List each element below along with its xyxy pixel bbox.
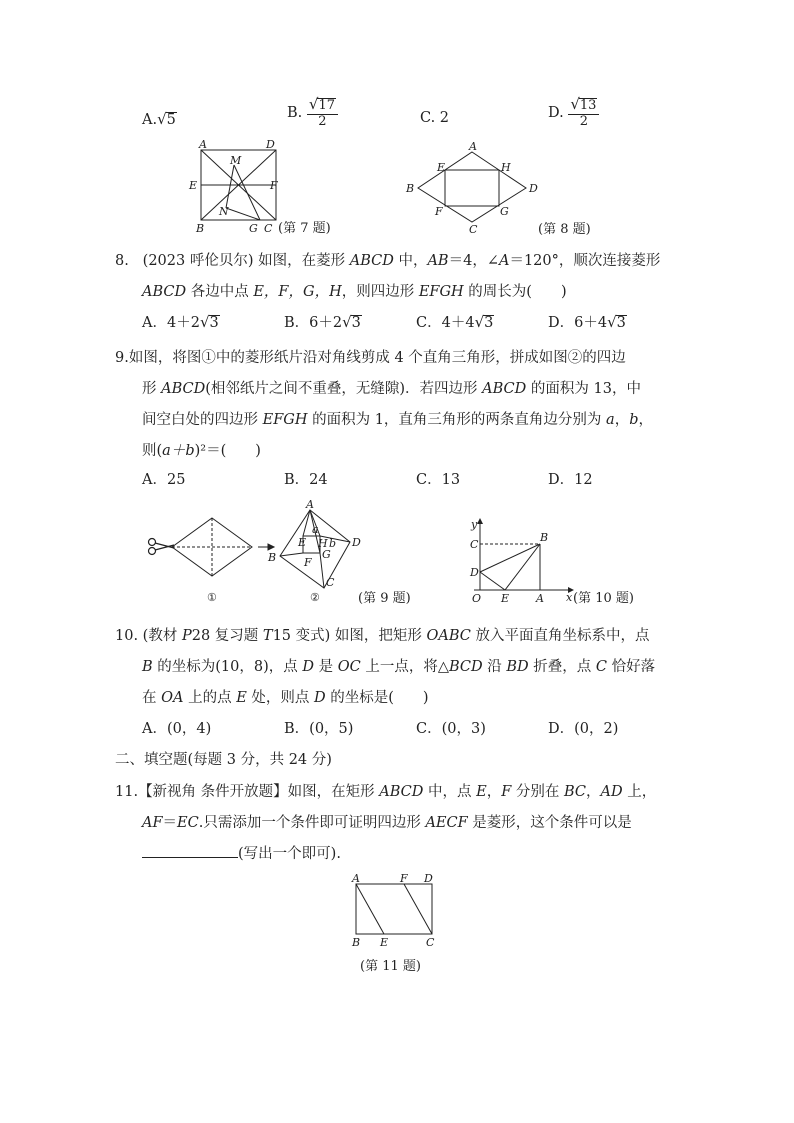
fig9-label-h: H xyxy=(318,537,328,550)
fig9-label-a: A xyxy=(306,498,314,511)
figure-9 xyxy=(140,496,430,612)
fig9-label-b: B xyxy=(268,551,277,564)
q10-line-1: 10. (教材 P28 复习题 T15 变式) 如图，把矩形 OABC 放入平面直角坐标系中，点 xyxy=(115,628,650,644)
q9-line-1: 9.如图，将图①中的菱形纸片沿对角线剪成 4 个直角三角形，拼成如图②的四边 xyxy=(115,350,626,366)
fig10-caption: (第 10 题) xyxy=(573,591,634,606)
fig10-label-b: B xyxy=(540,531,549,544)
fig9-label-c: C xyxy=(326,576,335,589)
figure-11 xyxy=(346,870,446,980)
fig10-label-c: C xyxy=(470,538,479,551)
q7-option-c: C. 2 xyxy=(420,110,450,126)
q8-option-b: B．6＋2√3 xyxy=(284,313,361,331)
q7-option-d: D. $\frac{√13}{2}$ xyxy=(548,96,599,130)
q11-line-2: AF＝EC.只需添加一个条件即可证明四边形 AECF 是菱形，这个条件可以是 xyxy=(142,815,632,831)
q10-option-b: B．(0，5) xyxy=(284,721,354,737)
fig8-label-c: C xyxy=(469,223,478,236)
fig10-label-e: E xyxy=(501,592,510,605)
q7-option-a: A.√5 xyxy=(142,110,176,128)
fig10-label-y: y xyxy=(471,518,478,531)
fig11-label-d: D xyxy=(424,872,433,885)
q8-line-1: 8. (2023 呼伦贝尔) 如图，在菱形 ABCD 中，AB＝4，∠A＝120°，顺次连接菱形 xyxy=(115,253,661,269)
fig11-label-e: E xyxy=(380,936,389,949)
q9-line-3: 间空白处的四边形 EFGH 的面积为 1，直角三角形的两条直角边分别为 a，b， xyxy=(142,412,653,428)
q10-option-a: A．(0，4) xyxy=(142,721,212,737)
fig9-label-small-b: b xyxy=(329,537,337,550)
fig7-label-m: M xyxy=(230,154,242,167)
fig7-label-f: F xyxy=(270,179,278,192)
q9-option-d: D．12 xyxy=(548,472,593,488)
fig10-label-d: D xyxy=(470,566,479,579)
q8-option-c: C．4＋4√3 xyxy=(416,313,494,331)
fig9-label-2: ② xyxy=(310,591,320,604)
fig11-label-f: F xyxy=(400,872,408,885)
fig9-label-1: ① xyxy=(207,591,217,604)
q10-option-d: D．(0，2) xyxy=(548,721,619,737)
fig8-label-d: D xyxy=(529,182,538,195)
q9-option-b: B．24 xyxy=(284,472,328,488)
q9-option-c: C．13 xyxy=(416,472,461,488)
section-2-title: 二、填空题(每题 3 分，共 24 分) xyxy=(115,752,332,768)
fig11-label-c: C xyxy=(426,936,435,949)
fig7-label-b: B xyxy=(196,222,205,235)
q11-answer-blank[interactable] xyxy=(142,843,238,858)
fig9-label-g: G xyxy=(322,548,331,561)
fig9-label-e: E xyxy=(298,536,307,549)
fig11-caption: (第 11 题) xyxy=(360,959,421,974)
q9-option-a: A．25 xyxy=(142,472,186,488)
fig8-label-f: F xyxy=(435,205,443,218)
q8-option-d: D．6＋4√3 xyxy=(548,313,626,331)
fig7-label-a: A xyxy=(199,138,207,151)
fig8-label-a: A xyxy=(469,140,477,153)
q9-line-4: 则(a＋b)²＝( ) xyxy=(142,443,261,459)
q9-line-2: 形 ABCD(相邻纸片之间不重叠，无缝隙)．若四边形 ABCD 的面积为 13，中 xyxy=(142,381,641,397)
fig10-label-o: O xyxy=(472,592,482,605)
q11-line-1: 11.【新视角 条件开放题】如图，在矩形 ABCD 中，点 E，F 分别在 BC，AD 上， xyxy=(115,784,657,800)
fig7-caption: (第 7 题) xyxy=(278,221,331,236)
fig7-label-g: G xyxy=(249,222,258,235)
figure-10 xyxy=(460,512,680,612)
q8-option-a: A．4＋2√3 xyxy=(142,313,219,331)
fig9-label-d: D xyxy=(352,536,361,549)
fig10-label-a: A xyxy=(536,592,544,605)
fig9-caption: (第 9 题) xyxy=(358,591,411,606)
q10-line-2: B 的坐标为(10，8)，点 D 是 OC 上一点，将△BCD 沿 BD 折叠，点 C 恰好落 xyxy=(142,659,656,675)
fig8-label-e: E xyxy=(437,161,446,174)
q7-option-b: B. $\frac{√17}{2}$ xyxy=(287,96,338,130)
fig7-label-e: E xyxy=(189,179,198,192)
fig7-label-d: D xyxy=(266,138,275,151)
q10-option-c: C．(0，3) xyxy=(416,721,486,737)
q11-line-3: (写出一个即可). xyxy=(142,842,341,863)
fig11-label-b: B xyxy=(352,936,361,949)
fig8-label-b: B xyxy=(406,182,415,195)
scissors-icon xyxy=(149,539,175,555)
figure-8 xyxy=(400,140,610,240)
fig8-caption: (第 8 题) xyxy=(538,222,591,237)
figure-7 xyxy=(186,138,346,238)
fig7-label-c: C xyxy=(264,222,273,235)
fig11-label-a: A xyxy=(352,872,360,885)
q10-line-3: 在 OA 上的点 E 处，则点 D 的坐标是( ) xyxy=(142,690,429,706)
q8-line-2: ABCD 各边中点 E，F，G，H，则四边形 EFGH 的周长为( ) xyxy=(142,284,567,300)
fig9-label-small-a: a xyxy=(312,523,319,536)
fig7-label-n: N xyxy=(219,205,229,218)
fig9-label-f: F xyxy=(304,556,312,569)
fig8-label-h: H xyxy=(501,161,511,174)
fig10-label-x: x xyxy=(566,591,573,604)
fig8-label-g: G xyxy=(500,205,509,218)
